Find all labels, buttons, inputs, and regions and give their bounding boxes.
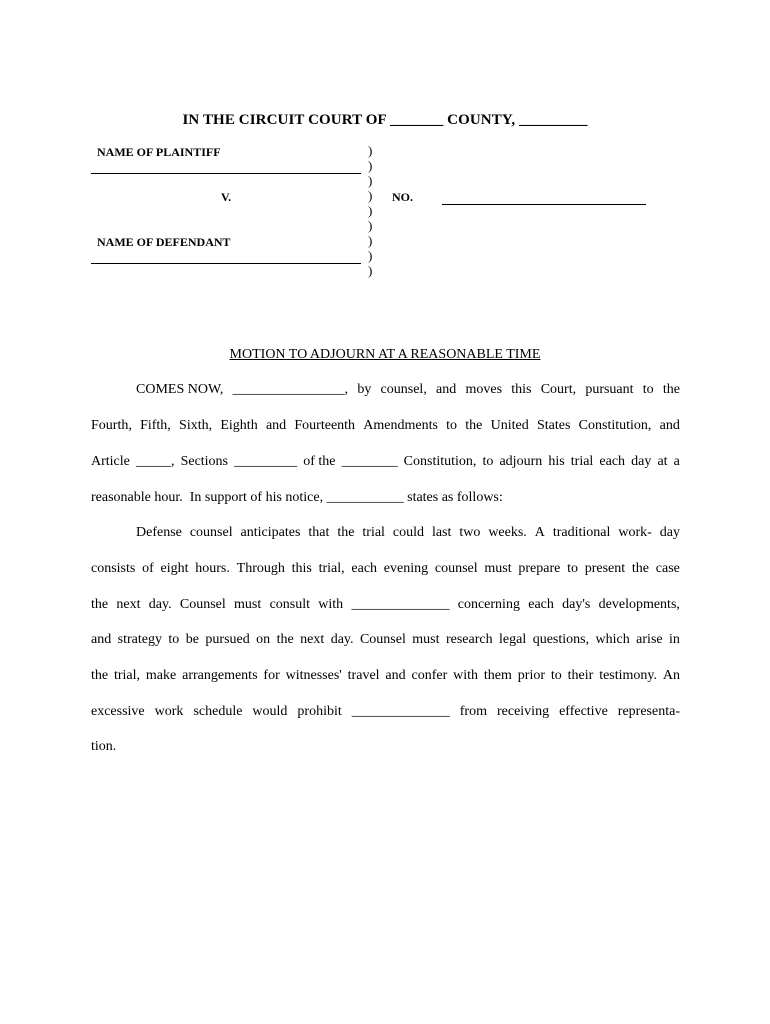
body-line: [91, 454, 680, 470]
body-line: [136, 382, 680, 398]
body-word: and: [91, 632, 112, 647]
body-word: ______________: [351, 704, 450, 719]
body-word: would: [252, 704, 288, 719]
body-word: to: [550, 668, 562, 683]
body-word: weeks.: [488, 525, 527, 540]
body-word: Fifth,: [140, 418, 171, 433]
body-word: United: [490, 418, 529, 433]
body-word: two: [459, 525, 481, 540]
body-word: strategy: [117, 632, 162, 647]
body-word: on: [256, 632, 271, 647]
body-word: Fourth,: [91, 418, 132, 433]
body-word: pursued: [205, 632, 250, 647]
body-word: consult: [269, 597, 311, 612]
body-word: Eighth: [220, 418, 258, 433]
body-word: day.: [148, 597, 172, 612]
caption-paren: ): [368, 158, 373, 173]
body-word: the: [91, 668, 109, 683]
body-line: [91, 632, 680, 648]
body-word: concerning: [457, 597, 520, 612]
body-word: to: [567, 561, 578, 576]
body-word: tion.: [91, 739, 117, 754]
case-number-label: NO.: [392, 190, 413, 204]
body-line: [91, 490, 680, 506]
court-title: IN THE CIRCUIT COURT OF _______ COUNTY, _________: [182, 112, 588, 128]
body-word: to: [446, 418, 458, 433]
body-word: the: [276, 632, 294, 647]
body-word: An: [662, 668, 680, 683]
body-word: moves: [465, 382, 503, 397]
caption-paren: ): [368, 203, 373, 218]
body-word: day: [631, 454, 652, 469]
body-word: traditional: [552, 525, 611, 540]
body-word: hours.: [195, 561, 230, 576]
body-word: for: [263, 668, 280, 683]
body-word: day's: [562, 597, 591, 612]
body-word: excessive: [91, 704, 145, 719]
body-word: prior: [517, 668, 546, 683]
plaintiff-name-line: [91, 173, 361, 174]
body-word: a: [673, 454, 680, 469]
body-word: counsel,: [380, 382, 427, 397]
body-word: questions,: [532, 632, 590, 647]
body-word: and: [265, 418, 287, 433]
body-word: ________________,: [232, 382, 349, 397]
body-word: of the: [303, 454, 336, 469]
body-word: _________: [234, 454, 298, 469]
body-line: [91, 704, 680, 720]
body-word: next: [300, 632, 325, 647]
body-word: Sixth,: [179, 418, 213, 433]
body-word: at: [657, 454, 668, 469]
body-word: ________: [341, 454, 398, 469]
body-word: Amendments: [363, 418, 438, 433]
body-word: trial,: [113, 668, 141, 683]
body-word: Article: [91, 454, 130, 469]
body-word: the: [91, 597, 109, 612]
body-word: each: [351, 561, 378, 576]
body-word: the: [631, 561, 650, 576]
body-word: consists: [91, 561, 136, 576]
body-word: developments,: [598, 597, 680, 612]
case-number-line: [442, 204, 646, 205]
body-word: confer: [411, 668, 448, 683]
body-word: ______________: [351, 597, 450, 612]
body-word: with: [453, 668, 479, 683]
body-word: this: [511, 382, 532, 397]
body-word: Constitution,: [578, 418, 652, 433]
body-word: Through: [236, 561, 285, 576]
caption-paren: ): [368, 248, 373, 263]
body-word: the: [662, 382, 680, 397]
body-word: Fourteenth: [294, 418, 356, 433]
body-word: case: [655, 561, 680, 576]
body-word: trial: [570, 454, 594, 469]
body-word: each: [528, 597, 554, 612]
body-word: must: [484, 561, 512, 576]
body-word: must: [412, 632, 440, 647]
body-word: work-: [618, 525, 652, 540]
motion-title: MOTION TO ADJOURN AT A REASONABLE TIME: [229, 347, 541, 362]
body-line: [91, 418, 680, 434]
body-word: Court,: [540, 382, 577, 397]
body-word: to: [168, 632, 180, 647]
body-line: [91, 668, 680, 684]
body-word: A: [534, 525, 545, 540]
body-word: must: [234, 597, 262, 612]
body-word: make: [145, 668, 177, 683]
body-word: States: [536, 418, 571, 433]
caption-paren: ): [368, 233, 373, 248]
body-word: adjourn: [499, 454, 543, 469]
body-word: witnesses': [285, 668, 342, 683]
body-word: in: [669, 632, 680, 647]
body-word: of: [142, 561, 154, 576]
body-word: receiving: [496, 704, 550, 719]
caption-paren: ): [368, 188, 373, 203]
body-word: next: [116, 597, 141, 612]
body-word: day: [659, 525, 680, 540]
body-word: testimony.: [599, 668, 657, 683]
body-word: work: [154, 704, 184, 719]
body-word: this: [291, 561, 312, 576]
caption-paren: ): [368, 143, 373, 158]
body-word: Sections: [180, 454, 229, 469]
body-word: travel: [347, 668, 380, 683]
defendant-name-line: [91, 263, 361, 264]
body-word: trial,: [318, 561, 345, 576]
body-word: the: [337, 525, 355, 540]
defendant-label: NAME OF DEFENDANT: [97, 235, 231, 249]
body-word: by: [357, 382, 372, 397]
body-word: present: [584, 561, 626, 576]
body-line: [91, 561, 680, 577]
body-word: which: [595, 632, 630, 647]
body-word: and: [436, 382, 457, 397]
body-word: them: [483, 668, 512, 683]
body-line: [136, 525, 680, 541]
body-word: Defense: [136, 525, 182, 540]
body-word: counsel: [434, 561, 478, 576]
body-word: day.: [330, 632, 354, 647]
versus-label: V.: [221, 190, 232, 204]
body-line: [91, 597, 680, 613]
body-word: research: [445, 632, 493, 647]
caption-paren: ): [368, 263, 373, 278]
body-word: counsel: [189, 525, 233, 540]
body-word: representa-: [617, 704, 680, 719]
caption-paren: ): [368, 173, 373, 188]
plaintiff-label: NAME OF PLAINTIFF: [97, 145, 221, 159]
body-word: their: [567, 668, 594, 683]
body-word: _____,: [135, 454, 175, 469]
body-word: prohibit: [297, 704, 342, 719]
body-word: and: [659, 418, 680, 433]
body-word: each: [599, 454, 626, 469]
body-word: Counsel: [359, 632, 406, 647]
caption-paren: ): [368, 218, 373, 233]
body-word: COMES NOW,: [136, 382, 224, 397]
body-word: arise: [636, 632, 663, 647]
body-word: eight: [160, 561, 189, 576]
body-word: could: [392, 525, 424, 540]
body-word: his: [548, 454, 565, 469]
body-line: [91, 739, 680, 755]
body-word: be: [185, 632, 199, 647]
body-word: from: [459, 704, 487, 719]
body-word: schedule: [193, 704, 243, 719]
body-word: reasonable hour. In support of his notice, ___________ states as follows:: [91, 490, 503, 505]
body-word: with: [318, 597, 344, 612]
body-word: to: [482, 454, 494, 469]
body-word: anticipates: [240, 525, 301, 540]
body-word: effective: [559, 704, 608, 719]
body-word: Constitution,: [403, 454, 477, 469]
body-word: that: [308, 525, 330, 540]
body-word: Counsel: [179, 597, 226, 612]
body-word: trial: [362, 525, 385, 540]
body-word: the: [465, 418, 483, 433]
body-word: last: [431, 525, 452, 540]
body-word: and: [385, 668, 406, 683]
body-word: to: [642, 382, 654, 397]
body-word: arrangements: [182, 668, 258, 683]
body-word: evening: [383, 561, 429, 576]
body-word: prepare: [518, 561, 561, 576]
body-word: legal: [499, 632, 527, 647]
body-word: pursuant: [585, 382, 634, 397]
